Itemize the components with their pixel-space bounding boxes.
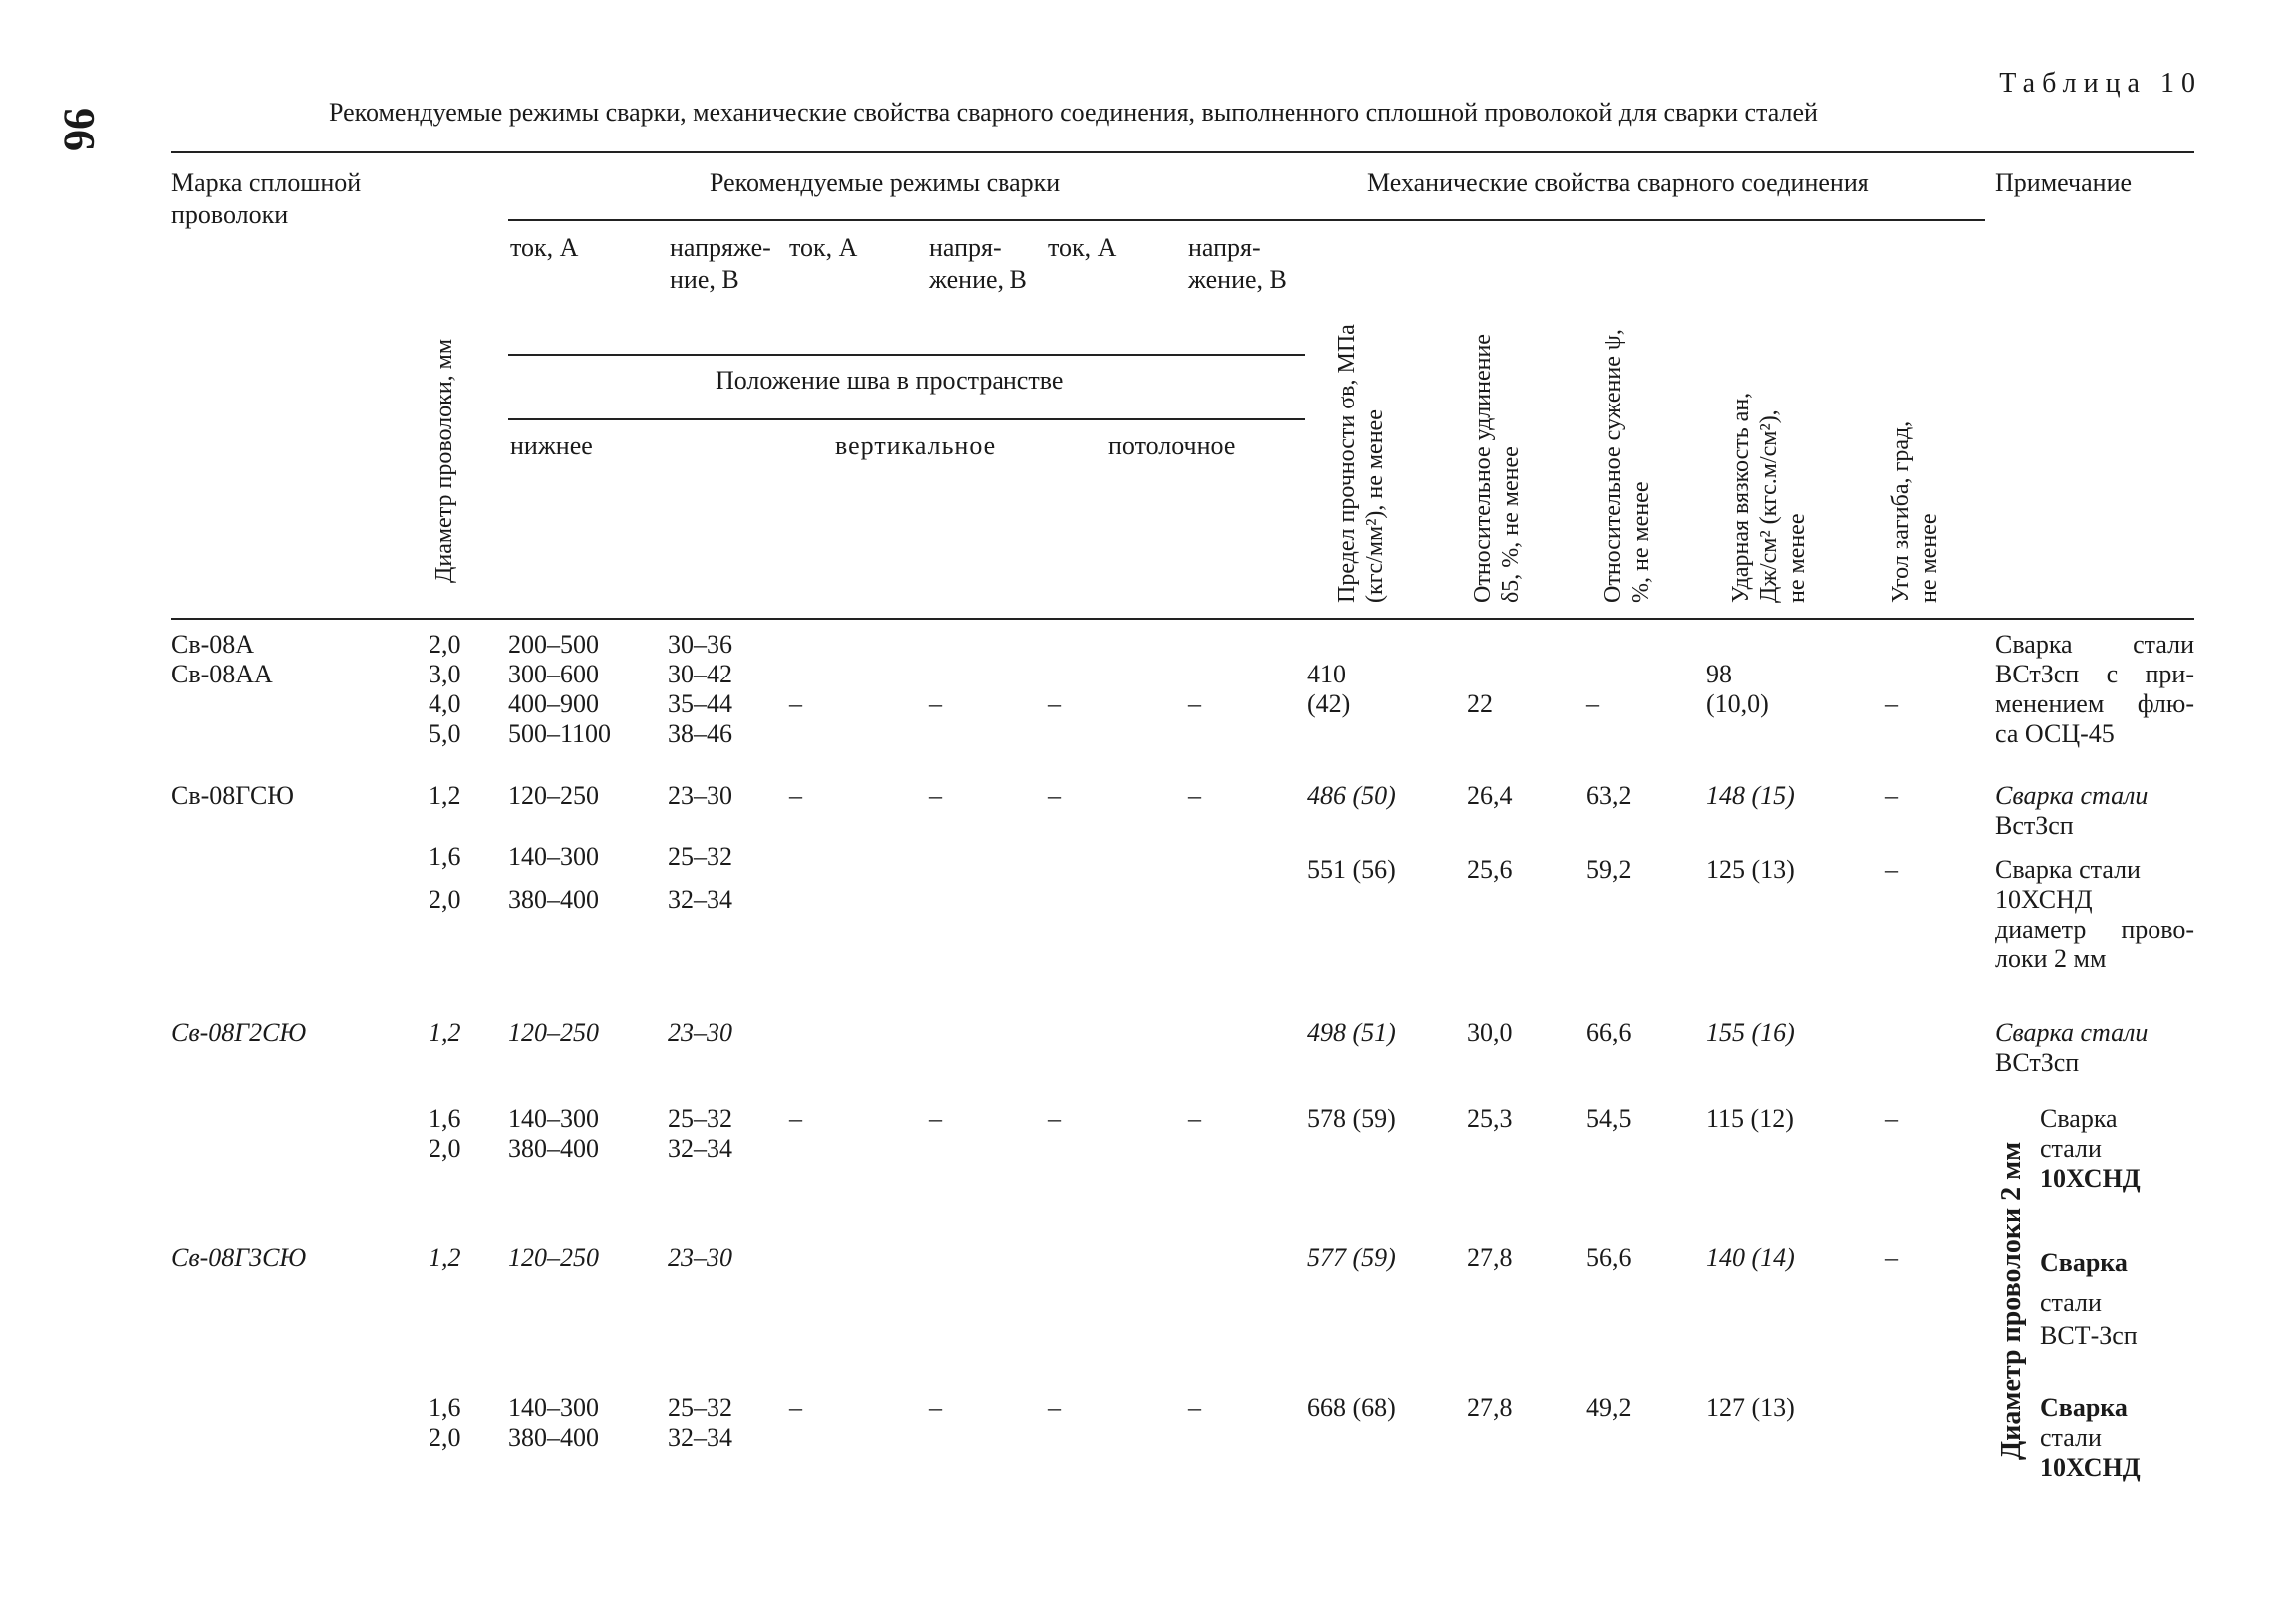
row2-dash-4: –: [1188, 781, 1201, 810]
row5-voltage-1: 25–32: [668, 1104, 732, 1133]
row1-current-3: 400–900: [508, 689, 599, 718]
row1-strength-b: (42): [1307, 689, 1351, 718]
row4-diameter: 1,2: [429, 1018, 461, 1047]
table-label: Таблица 10: [1999, 68, 2202, 99]
row7-diameter-2: 2,0: [429, 1423, 461, 1452]
row1-diameter-1: 2,0: [429, 630, 461, 659]
row2-brand: Св-08ГСЮ: [171, 781, 295, 810]
header-pos-vertical: вертикальное: [835, 431, 997, 460]
row1-dash-1: –: [789, 689, 802, 718]
header-position: Положение шва в пространстве: [716, 366, 1064, 395]
row7-note: Сварка стали 10ХСНД: [2040, 1393, 2141, 1482]
header-strength: Предел прочности σв, МПа (кгс/мм²), не менее: [1334, 324, 1388, 603]
row3-diameter-2: 2,0: [429, 885, 461, 914]
row2-note: Сварка стали ВстЗсп: [1995, 781, 2149, 840]
header-current-1: ток, А: [510, 233, 579, 262]
rule-header-bottom: [171, 618, 2194, 620]
row7-impact: 127 (13): [1706, 1393, 1795, 1422]
row2-dash-1: –: [789, 781, 802, 810]
row5-voltage-2: 32–34: [668, 1134, 732, 1163]
table-title: Рекомендуемые режимы сварки, механические свойства сварного соединения, выполненного сплошной проволокой для сварки сталей: [329, 98, 1818, 127]
row3-voltage-1: 25–32: [668, 842, 732, 871]
row1-diameter-2: 3,0: [429, 660, 461, 688]
header-current-2: ток, А: [789, 233, 858, 262]
header-current-3: ток, А: [1048, 233, 1117, 262]
row4-note: Сварка стали ВСтЗсп: [1995, 1018, 2149, 1077]
row7-strength: 668 (68): [1307, 1393, 1396, 1422]
row2-dash-2: –: [929, 781, 942, 810]
row7-dash-1: –: [789, 1393, 802, 1422]
row1-brand-b: Св-08АА: [171, 660, 273, 688]
row7-dash-2: –: [929, 1393, 942, 1422]
row4-elongation: 30,0: [1467, 1018, 1513, 1047]
row4-current: 120–250: [508, 1018, 599, 1047]
row1-current-4: 500–1100: [508, 719, 612, 748]
header-pos-ceiling: потолочное: [1108, 431, 1236, 460]
header-voltage-1: напряже-ние, В: [670, 233, 771, 294]
row6-current: 120–250: [508, 1243, 599, 1272]
row7-current-1: 140–300: [508, 1393, 599, 1422]
row1-dash-3: –: [1048, 689, 1061, 718]
row1-brand-a: Св-08А: [171, 630, 255, 659]
row1-narrowing: –: [1586, 689, 1599, 718]
row4-voltage: 23–30: [668, 1018, 732, 1047]
row1-dash-2: –: [929, 689, 942, 718]
row6-strength: 577 (59): [1307, 1243, 1396, 1272]
row7-dash-3: –: [1048, 1393, 1061, 1422]
row4-impact: 155 (16): [1706, 1018, 1795, 1047]
row7-voltage-1: 25–32: [668, 1393, 732, 1422]
row3-elongation: 25,6: [1467, 855, 1513, 884]
row6-narrowing: 56,6: [1586, 1243, 1632, 1272]
row1-diameter-4: 5,0: [429, 719, 461, 748]
row2-elongation: 26,4: [1467, 781, 1513, 810]
header-modes: Рекомендуемые режимы сварки: [710, 168, 1061, 197]
row1-bend: –: [1885, 689, 1898, 718]
row7-elongation: 27,8: [1467, 1393, 1513, 1422]
header-elongation: Относительное удлинение δ5, %, не менее: [1470, 334, 1524, 603]
rule-top: [171, 151, 2194, 153]
row3-bend: –: [1885, 855, 1898, 884]
row2-impact: 148 (15): [1706, 781, 1795, 810]
row5-diameter-1: 1,6: [429, 1104, 461, 1133]
row6-brand: Св-08Г3СЮ: [171, 1243, 307, 1272]
row3-impact: 125 (13): [1706, 855, 1795, 884]
row2-current: 120–250: [508, 781, 599, 810]
row7-dash-4: –: [1188, 1393, 1201, 1422]
header-voltage-3: напря-жение, В: [1188, 233, 1287, 294]
row1-dash-4: –: [1188, 689, 1201, 718]
row2-diameter: 1,2: [429, 781, 461, 810]
row5-dash-1: –: [789, 1104, 802, 1133]
row4-strength: 498 (51): [1307, 1018, 1396, 1047]
row5-note: Сварка стали 10ХСНД: [2040, 1104, 2141, 1193]
row1-strength-a: 410: [1307, 660, 1346, 688]
row3-note: Сварка стали 10ХСНД диаметр прово- локи 2 мм: [1995, 855, 2194, 973]
row1-voltage-1: 30–36: [668, 630, 732, 659]
row2-narrowing: 63,2: [1586, 781, 1632, 810]
row6-bend: –: [1885, 1243, 1898, 1272]
row1-impact-a: 98: [1706, 660, 1732, 688]
row4-brand: Св-08Г2СЮ: [171, 1018, 307, 1047]
row1-impact-b: (10,0): [1706, 689, 1769, 718]
row5-strength: 578 (59): [1307, 1104, 1396, 1133]
row5-current-1: 140–300: [508, 1104, 599, 1133]
header-mech: Механические свойства сварного соединения: [1367, 168, 1869, 197]
row7-voltage-2: 32–34: [668, 1423, 732, 1452]
row2-strength: 486 (50): [1307, 781, 1396, 810]
header-diameter: Диаметр проволоки, мм: [431, 338, 457, 583]
row5-dash-4: –: [1188, 1104, 1201, 1133]
page-number: 96: [55, 108, 104, 151]
row1-current-1: 200–500: [508, 630, 599, 659]
row1-voltage-4: 38–46: [668, 719, 732, 748]
header-narrowing: Относительное сужение ψ, %, не менее: [1600, 329, 1654, 603]
row3-strength: 551 (56): [1307, 855, 1396, 884]
header-impact: Ударная вязкость aн, Дж/см² (кгс.м/см²), не менее: [1728, 392, 1810, 603]
header-pos-bottom: нижнее: [510, 431, 593, 460]
header-brand: Марка сплошной проволоки: [171, 168, 362, 229]
row3-current-1: 140–300: [508, 842, 599, 871]
row5-elongation: 25,3: [1467, 1104, 1513, 1133]
row5-bend: –: [1885, 1104, 1898, 1133]
row3-diameter-1: 1,6: [429, 842, 461, 871]
row5-dash-2: –: [929, 1104, 942, 1133]
row5-narrowing: 54,5: [1586, 1104, 1632, 1133]
row6-voltage: 23–30: [668, 1243, 732, 1272]
row2-dash-3: –: [1048, 781, 1061, 810]
row1-voltage-2: 30–42: [668, 660, 732, 688]
header-bend: Угол загиба, град, не менее: [1888, 420, 1942, 603]
row5-dash-3: –: [1048, 1104, 1061, 1133]
rule-position-top: [508, 354, 1305, 356]
rule-position-bottom: [508, 418, 1305, 420]
row1-current-2: 300–600: [508, 660, 599, 688]
row3-current-2: 380–400: [508, 885, 599, 914]
row1-diameter-3: 4,0: [429, 689, 461, 718]
row6-note: Сварка стали ВСТ-Зсп: [2040, 1248, 2138, 1350]
row7-narrowing: 49,2: [1586, 1393, 1632, 1422]
row5-impact: 115 (12): [1706, 1104, 1794, 1133]
row5-current-2: 380–400: [508, 1134, 599, 1163]
row6-impact: 140 (14): [1706, 1243, 1795, 1272]
row2-voltage: 23–30: [668, 781, 732, 810]
row7-diameter-1: 1,6: [429, 1393, 461, 1422]
row1-note: Сварка стали ВСтЗсп с при- менением флю- са ОСЦ-45: [1995, 630, 2194, 748]
header-voltage-2: напря-жение, В: [929, 233, 1027, 294]
row7-current-2: 380–400: [508, 1423, 599, 1452]
row1-elongation: 22: [1467, 689, 1493, 718]
row6-elongation: 27,8: [1467, 1243, 1513, 1272]
row6-diameter: 1,2: [429, 1243, 461, 1272]
row3-voltage-2: 32–34: [668, 885, 732, 914]
rule-modes: [508, 219, 1985, 221]
header-note: Примечание: [1995, 168, 2133, 197]
row3-narrowing: 59,2: [1586, 855, 1632, 884]
row1-voltage-3: 35–44: [668, 689, 732, 718]
row5-diameter-2: 2,0: [429, 1134, 461, 1163]
row4-narrowing: 66,6: [1586, 1018, 1632, 1047]
row2-bend: –: [1885, 781, 1898, 810]
side-note-diameter: Диаметр проволоки 2 мм: [1996, 1141, 2027, 1460]
